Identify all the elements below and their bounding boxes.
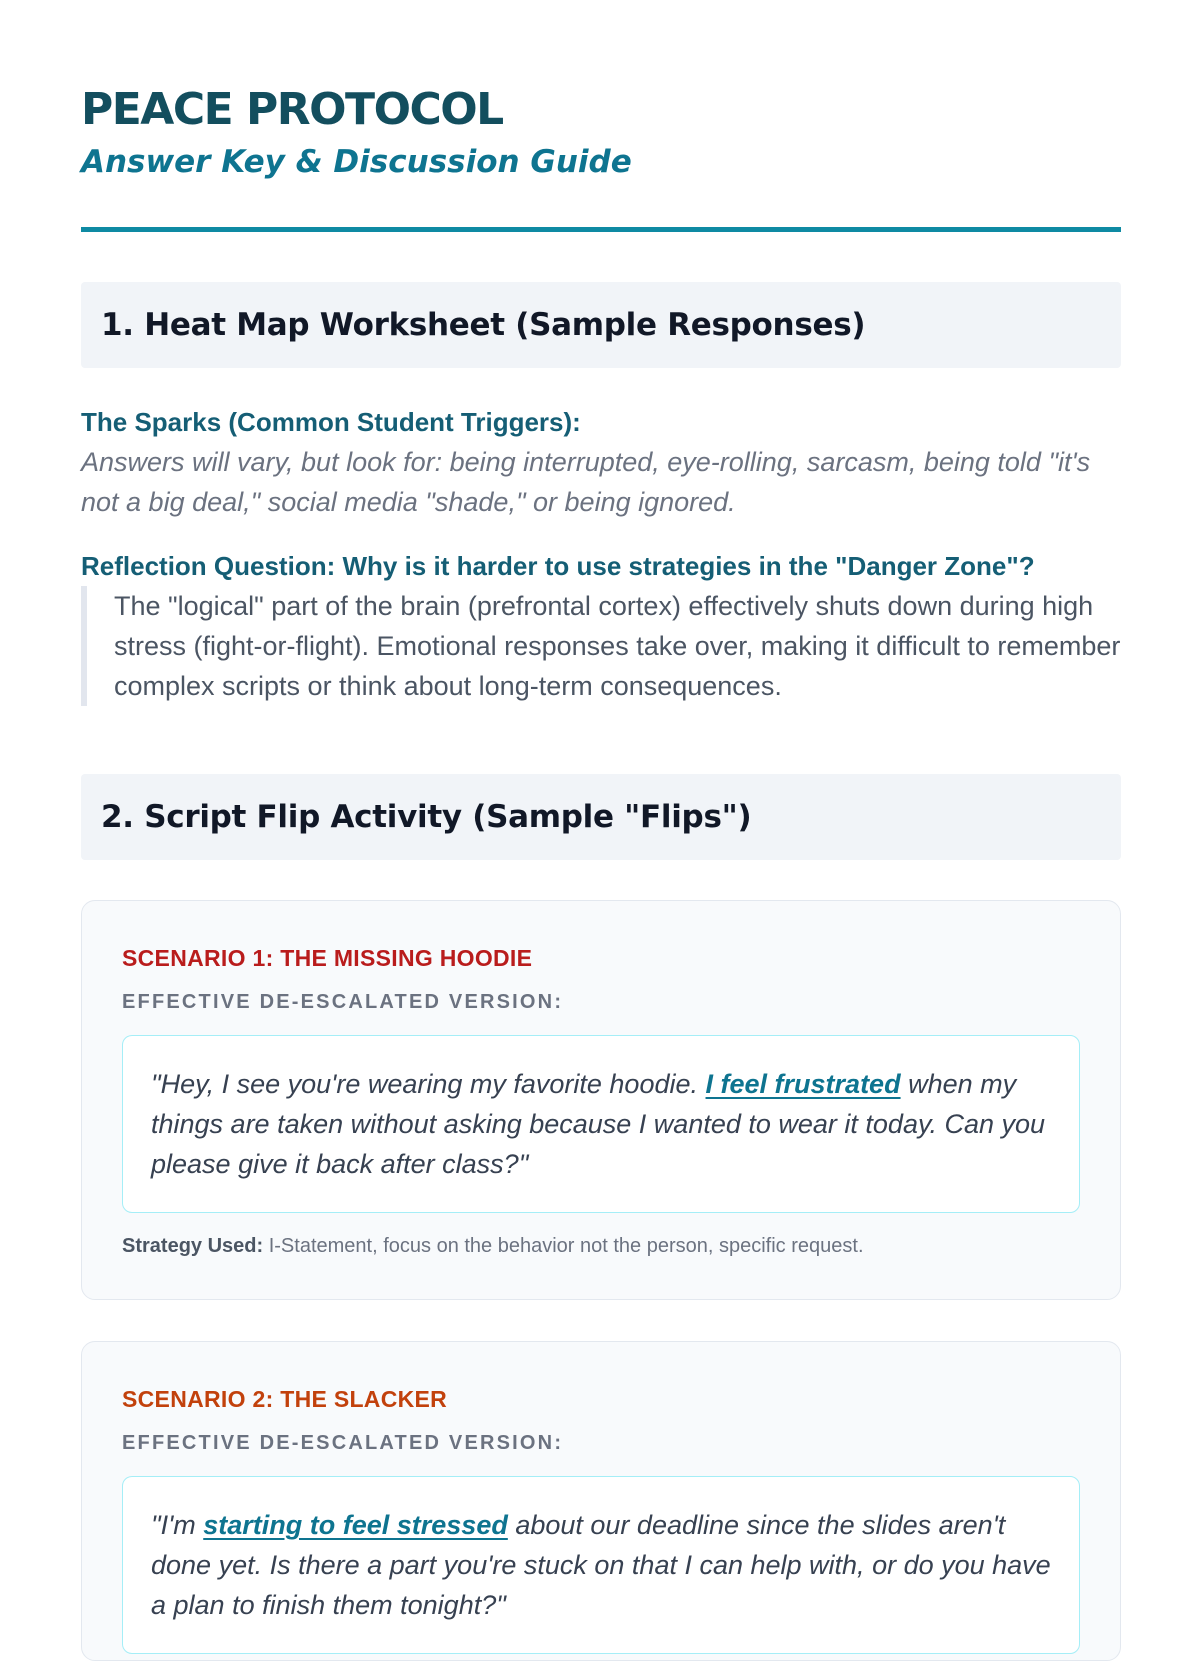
scenario-1-title: SCENARIO 1: THE MISSING HOODIE [122, 945, 533, 971]
section-1-header [81, 282, 1121, 368]
scenario-1-card [81, 900, 1121, 1300]
document-subtitle: Answer Key & Discussion Guide [81, 144, 632, 180]
section-2-heading: 2. Script Flip Activity (Sample "Flips") [101, 799, 752, 835]
scenario-1-feeling-highlight: I feel frustrated [705, 1069, 901, 1099]
scenario-2-feeling-highlight: starting to feel stressed [203, 1510, 508, 1540]
scenario-1-version-label: EFFECTIVE DE-ESCALATED VERSION: [122, 991, 564, 1013]
section-2-header [81, 774, 1121, 860]
section-1-heading: 1. Heat Map Worksheet (Sample Responses) [101, 307, 866, 343]
document-title: PEACE PROTOCOL [81, 84, 503, 135]
scenario-1-script-box [122, 1035, 1080, 1213]
scenario-2-title: SCENARIO 2: THE SLACKER [122, 1386, 448, 1412]
strategy-used-label: Strategy Used: [122, 1235, 264, 1257]
scenario-1-script [151, 1064, 1051, 1184]
sparks-answer: Answers will vary, but look for: being interrupted, eye-rolling, sarcasm, being told "it's not a big deal," social media "shade," or being ignored. [81, 447, 1091, 517]
scenario-1-script-end: when my things are taken without asking because I wanted to wear it today. Can you please give it back after class?" [151, 1069, 1046, 1179]
scenario-2-script-box [122, 1476, 1080, 1654]
scenario-2-script-start: "I'm [151, 1510, 204, 1540]
scenario-2-script [151, 1505, 1051, 1625]
sparks-label: The Sparks (Common Student Triggers): [81, 407, 581, 437]
scenario-2-card [81, 1341, 1121, 1661]
scenario-1-strategy [122, 1235, 864, 1258]
scenario-2-version-label: EFFECTIVE DE-ESCALATED VERSION: [122, 1432, 564, 1454]
reflection-question-label: Reflection Question: Why is it harder to use strategies in the "Danger Zone"? [81, 551, 1035, 581]
reflection-answer-block [81, 586, 1121, 706]
scenario-1-script-start: "Hey, I see you're wearing my favorite hoodie. [151, 1069, 706, 1099]
scenario-2-script-end: about our deadline since the slides aren't done yet. Is there a part you're stuck on that I can help with, or do you have a plan to finish them tonight?" [151, 1510, 1051, 1620]
reflection-answer: The "logical" part of the brain (prefrontal cortex) effectively shuts down during high stress (fight-or-flight). Emotional responses take over, making it difficult to remember complex scripts or think about long-term consequences. [114, 591, 1121, 701]
scenario-1-strategy-text: I-Statement, focus on the behavior not the person, specific request. [263, 1235, 864, 1257]
title-divider [81, 227, 1121, 232]
